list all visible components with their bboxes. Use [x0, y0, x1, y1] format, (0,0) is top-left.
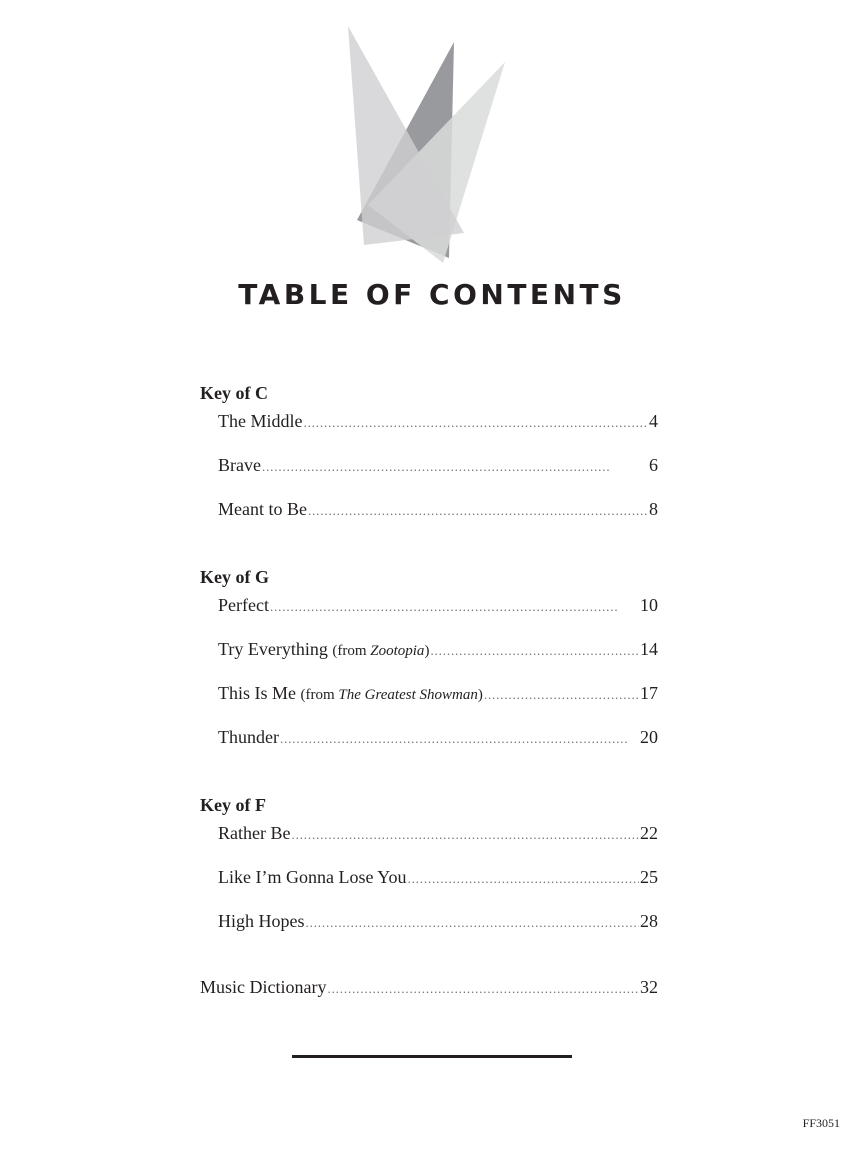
source-prefix: (from	[332, 643, 371, 659]
entry-title: High Hopes	[218, 911, 305, 931]
toc-entry-music-dictionary[interactable]	[200, 976, 660, 1020]
horizontal-rule	[292, 1055, 572, 1058]
page-number: 25	[640, 867, 658, 887]
page-number: 14	[640, 639, 658, 659]
catalog-code: FF3051	[802, 1116, 840, 1130]
entry-title: Brave	[218, 455, 261, 475]
source-title: Zootopia	[370, 643, 425, 659]
entry-title-group	[218, 638, 429, 662]
dot-leader	[262, 456, 648, 478]
entry-title: Thunder	[218, 727, 279, 747]
dot-leader	[308, 500, 648, 522]
section-heading: Key of F	[200, 795, 266, 815]
page-title: TABLE OF CONTENTS	[238, 278, 626, 311]
entry-title: This Is Me	[218, 683, 296, 703]
page-number: 8	[649, 499, 658, 519]
toc-entry[interactable]	[200, 682, 660, 726]
entry-title: The Middle	[218, 411, 303, 431]
dot-leader	[430, 640, 639, 662]
section-heading: Key of G	[200, 567, 269, 587]
dot-leader	[291, 824, 639, 846]
page-number: 6	[649, 455, 658, 475]
page-number: 32	[640, 977, 658, 997]
entry-title: Try Everything	[218, 639, 328, 659]
source-title: The Greatest Showman	[338, 687, 478, 703]
dot-leader	[327, 978, 639, 1000]
toc-entry[interactable]	[200, 498, 660, 542]
dot-leader	[303, 412, 648, 434]
page-number: 28	[640, 911, 658, 931]
page-number: 22	[640, 823, 658, 843]
section-key-of-f	[200, 792, 660, 954]
toc-entry[interactable]	[200, 594, 660, 638]
entry-title: Music Dictionary	[200, 977, 327, 997]
source-note	[332, 643, 429, 659]
toc-entry[interactable]	[200, 822, 660, 866]
page-number: 4	[649, 411, 658, 431]
toc-entry[interactable]	[200, 638, 660, 682]
source-suffix: )	[424, 643, 430, 659]
entry-title: Meant to Be	[218, 499, 307, 519]
overlapping-triangles-icon	[330, 20, 520, 270]
toc-entry[interactable]	[200, 454, 660, 498]
dot-leader	[407, 868, 639, 890]
entry-title: Rather Be	[218, 823, 291, 843]
section-key-of-g	[200, 564, 660, 770]
table-of-contents	[200, 380, 660, 1020]
toc-entry[interactable]	[200, 910, 660, 954]
source-prefix: (from	[300, 687, 339, 703]
source-note	[301, 687, 483, 703]
entry-title: Like I’m Gonna Lose You	[218, 867, 407, 887]
dot-leader	[306, 912, 640, 934]
toc-entry[interactable]	[200, 866, 660, 910]
section-heading: Key of C	[200, 383, 268, 403]
dot-leader	[270, 596, 639, 618]
source-suffix: )	[477, 687, 483, 703]
dot-leader	[280, 728, 639, 750]
page-number: 20	[640, 727, 658, 747]
entry-title-group	[218, 682, 483, 706]
toc-entry[interactable]	[200, 410, 660, 454]
entry-title: Perfect	[218, 595, 269, 615]
page-number: 10	[640, 595, 658, 615]
section-key-of-c	[200, 380, 660, 542]
dot-leader	[484, 684, 639, 706]
toc-entry[interactable]	[200, 726, 660, 770]
page-number: 17	[640, 683, 658, 703]
